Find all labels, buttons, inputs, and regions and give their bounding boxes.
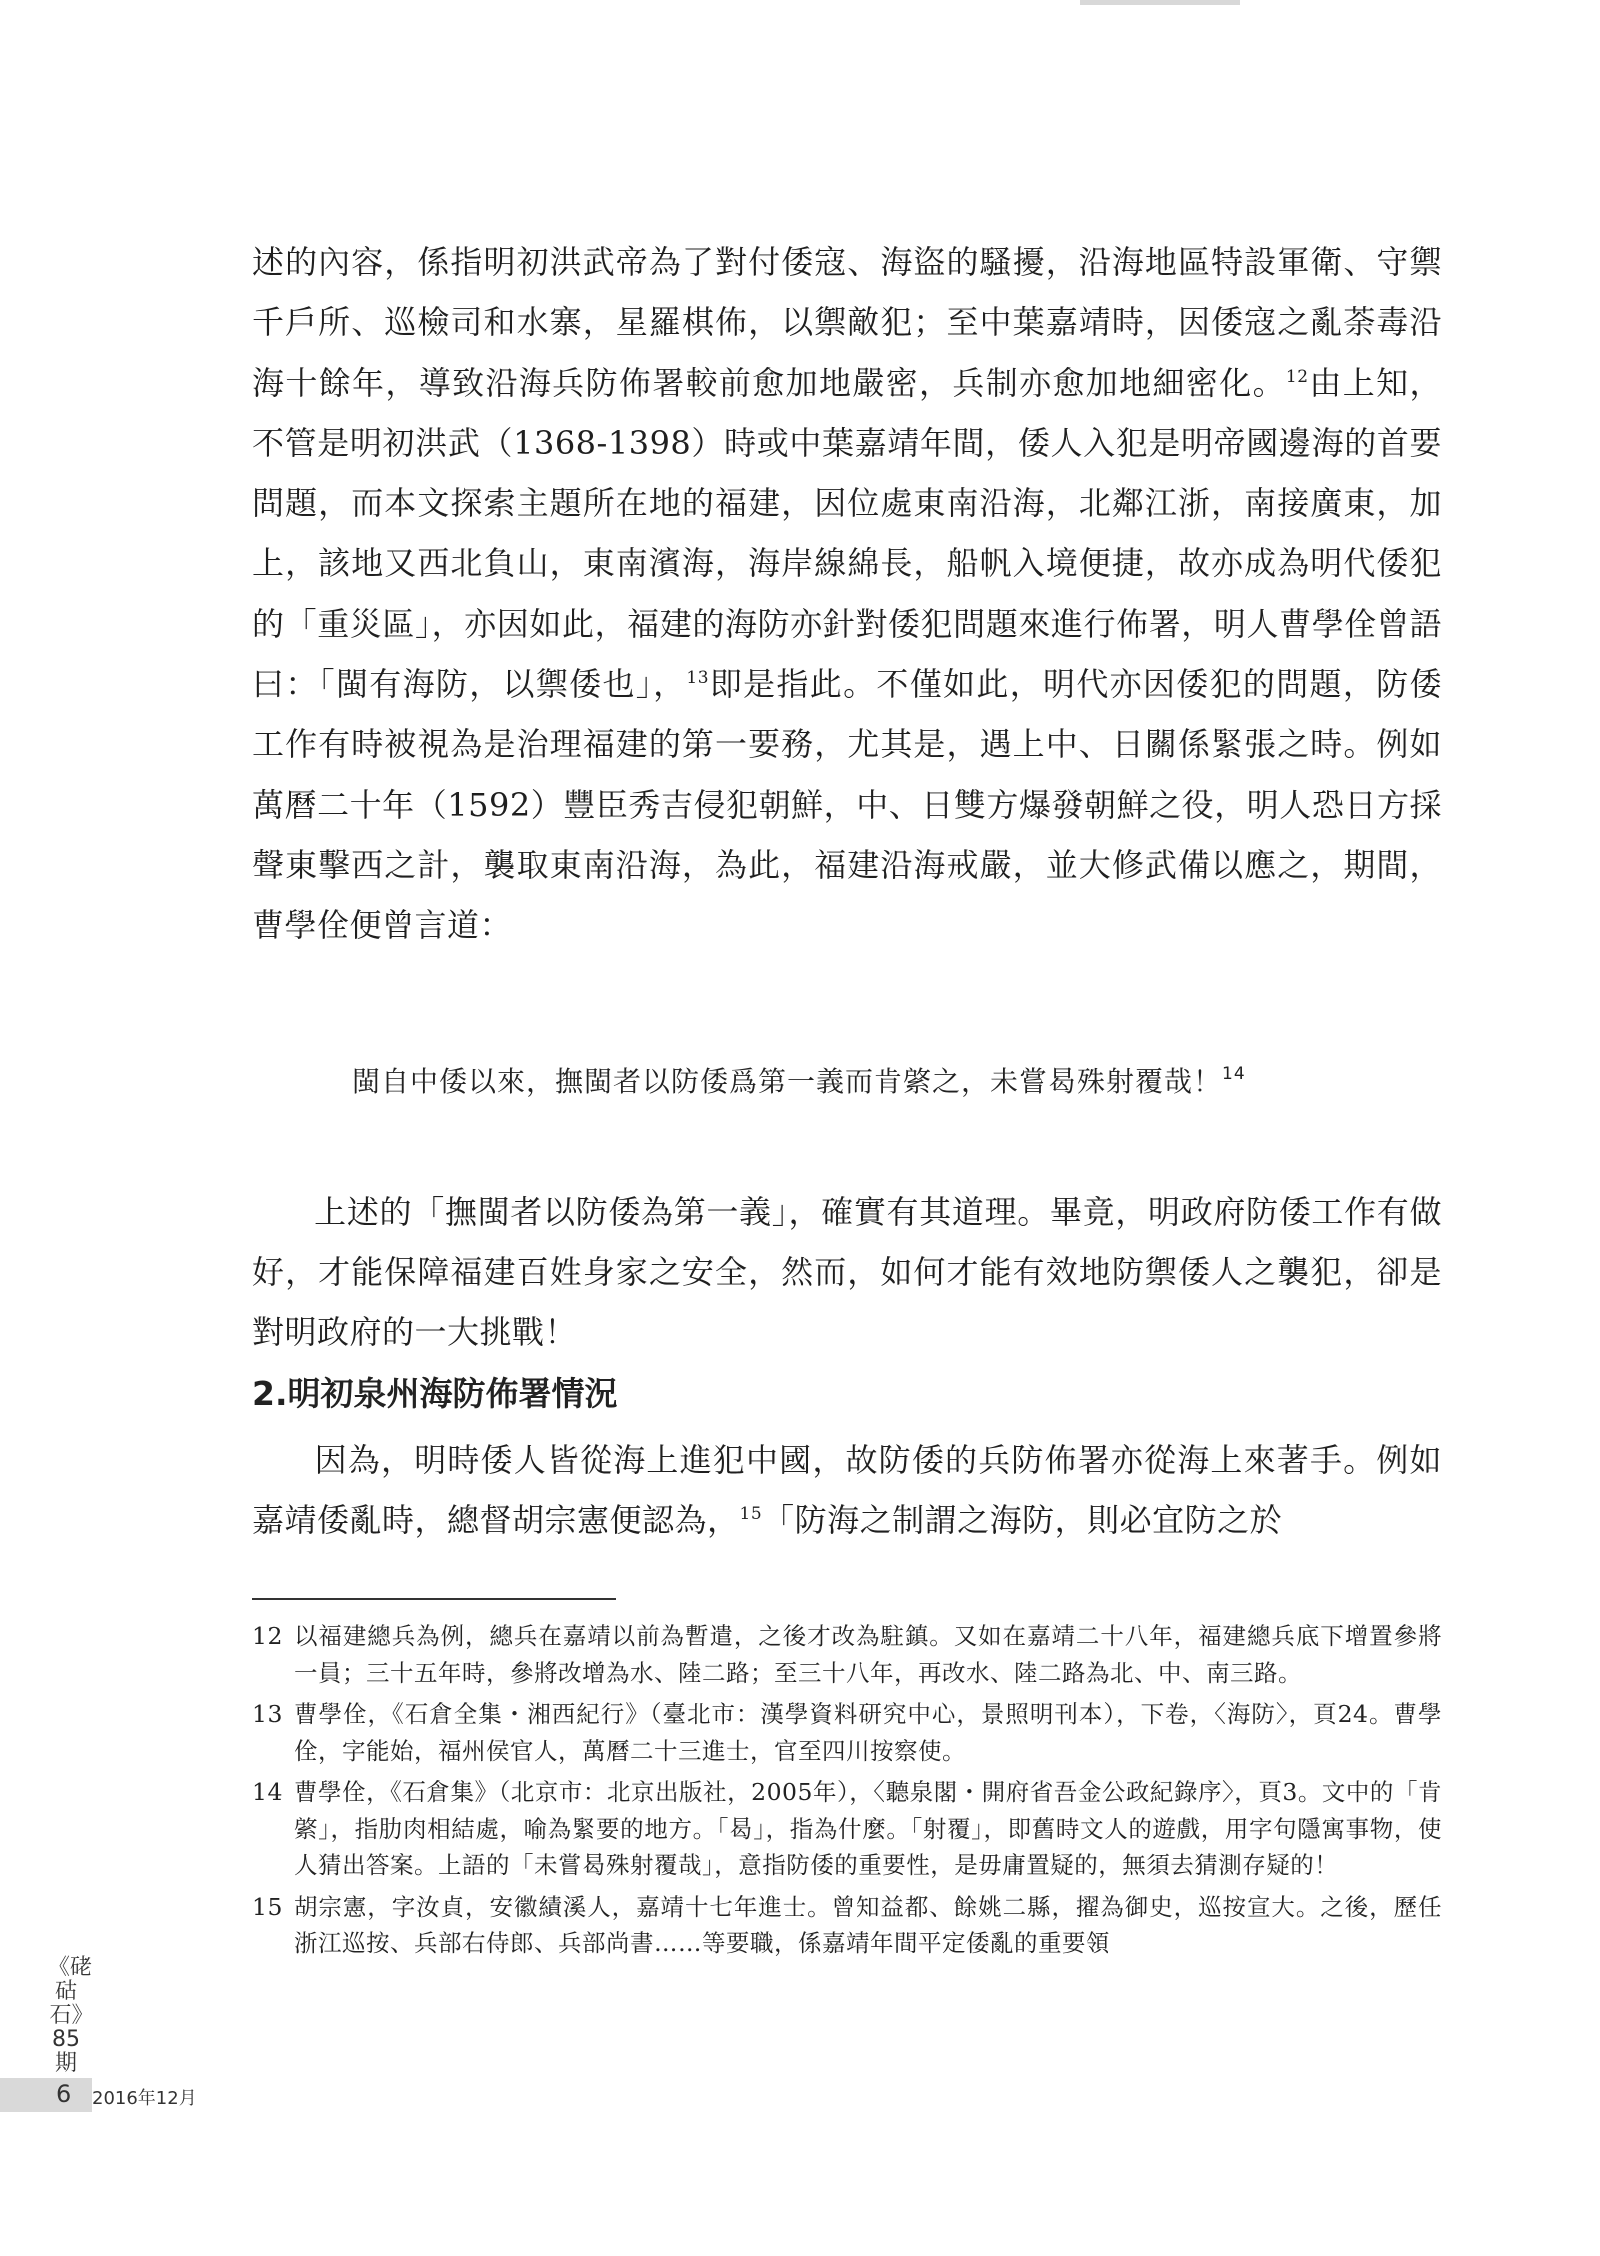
issue-date: 2016年12月 [92,2088,197,2109]
footnote-12 [252,1618,1442,1691]
section-text-segment-2: 「防海之制謂之海防，則必宜防之於 [762,1501,1283,1539]
footnote-14 [252,1774,1442,1884]
section-paragraph [252,1430,1442,1550]
footnote-text: 胡宗憲，字汝貞，安徽績溪人，嘉靖十七年進士。曾知益都、餘姚二縣，擢為御史，巡按宣大。之後，歷任浙江巡按、兵部右侍郎、兵部尚書……等要職，係嘉靖年間平定倭亂的重要領 [294,1892,1442,1957]
footnote-number: 15 [252,1892,283,1921]
section-heading: 2.明初泉州海防佈署情況 [252,1374,618,1413]
block-quote [352,1062,1452,1102]
footnote-number: 13 [252,1700,283,1728]
section-text-segment-1: 因為，明時倭人皆從海上進犯中國，故防倭的兵防佈署亦從海上來著手。例如嘉靖倭亂時，總督胡宗憲便認為， [252,1441,1442,1539]
page-number: 6 [56,2080,72,2108]
footnote-15 [252,1889,1442,1962]
after-quote-text: 上述的「撫閩者以防倭為第一義」，確實有其道理。畢竟，明政府防倭工作有做好，才能保障福建百姓身家之安全，然而，如何才能有效地防禦倭人之襲犯，卻是對明政府的一大挑戰！ [252,1193,1442,1351]
footnote-text: 曹學佺，《石倉全集・湘西紀行》（臺北市：漢學資料研究中心，景照明刊本），下卷，〈海防〉，頁24。曹學佺，字能始，福州侯官人，萬曆二十三進士，官至四川按察使。 [294,1700,1442,1765]
footnote-text: 曹學佺，《石倉集》（北京市：北京出版社，2005年），〈聽泉閣・開府省吾金公政紀錄序〉，頁3。文中的「肯綮」，指肋肉相結處，喻為緊要的地方。「曷」，指為什麼。「射覆」，即舊時文人的遊戲，用字句隱寓事物，使人猜出答案。上語的「未嘗曷殊射覆哉」，意指防倭的重要性，是毋庸置疑的，無須去猜測存疑的！ [294,1778,1442,1879]
footnote-ref-15[interactable]: 15 [739,1504,763,1524]
footnote-number: 14 [252,1778,283,1806]
quote-text: 閩自中倭以來，撫閩者以防倭爲第一義而肯綮之，未嘗曷殊射覆哉！ [352,1065,1223,1098]
main-text-segment-2: 由上知，不管是明初洪武（1368-1398）時或中葉嘉靖年間，倭人入犯是明帝國邊海的首要問題，而本文探索主題所在地的福建，因位處東南沿海，北鄰江浙，南接廣東，加上，該地又西北負山，東南濱海，海岸線綿長，船帆入境便捷，故亦成為明代倭犯的「重災區」，亦因如此，福建的海防亦針對倭犯問題來進行佈署，明人曹學佺曾語曰：「閩有海防，以禦倭也」， [252,363,1442,704]
footnote-divider [252,1598,616,1600]
footnote-ref-12[interactable]: 12 [1285,366,1309,387]
footnote-number: 12 [252,1622,283,1650]
after-quote-paragraph [252,1182,1442,1362]
main-text-segment-3: 即是指此。不僅如此，明代亦因倭犯的問題，防倭工作有時被視為是治理福建的第一要務，尤其是，遇上中、日關係緊張之時。例如萬曆二十年（1592）豐臣秀吉侵犯朝鮮，中、日雙方爆發朝鮮之役，明人恐日方採聲東擊西之計，襲取東南沿海，為此，福建沿海戒嚴，並大修武備以應之，期間，曹學佺便曾言道： [252,665,1442,945]
footnote-ref-13[interactable]: 13 [686,668,710,689]
footnote-13 [252,1696,1442,1769]
main-text-segment-1: 述的內容，係指明初洪武帝為了對付倭寇、海盜的騷擾，沿海地區特設軍衛、守禦千戶所、巡檢司和水寨，星羅棋佈，以禦敵犯；至中葉嘉靖時，因倭寇之亂荼毒沿海十餘年，導致沿海兵防佈署較前愈加地嚴密，兵制亦愈加地細密化。 [252,243,1442,402]
page-number-bar [0,2078,92,2112]
scan-top-mark [1080,0,1240,5]
footnotes [252,1618,1442,1967]
main-paragraph [252,232,1442,956]
journal-title-vertical: 《硓𥑮石》85期 [48,1955,93,2076]
footnote-ref-14[interactable]: 14 [1222,1064,1246,1084]
footnote-text: 以福建總兵為例，總兵在嘉靖以前為暫遣，之後才改為駐鎮。又如在嘉靖二十八年，福建總兵底下增置參將一員；三十五年時，參將改增為水、陸二路；至三十八年，再改水、陸二路為北、中、南三路。 [294,1622,1442,1687]
